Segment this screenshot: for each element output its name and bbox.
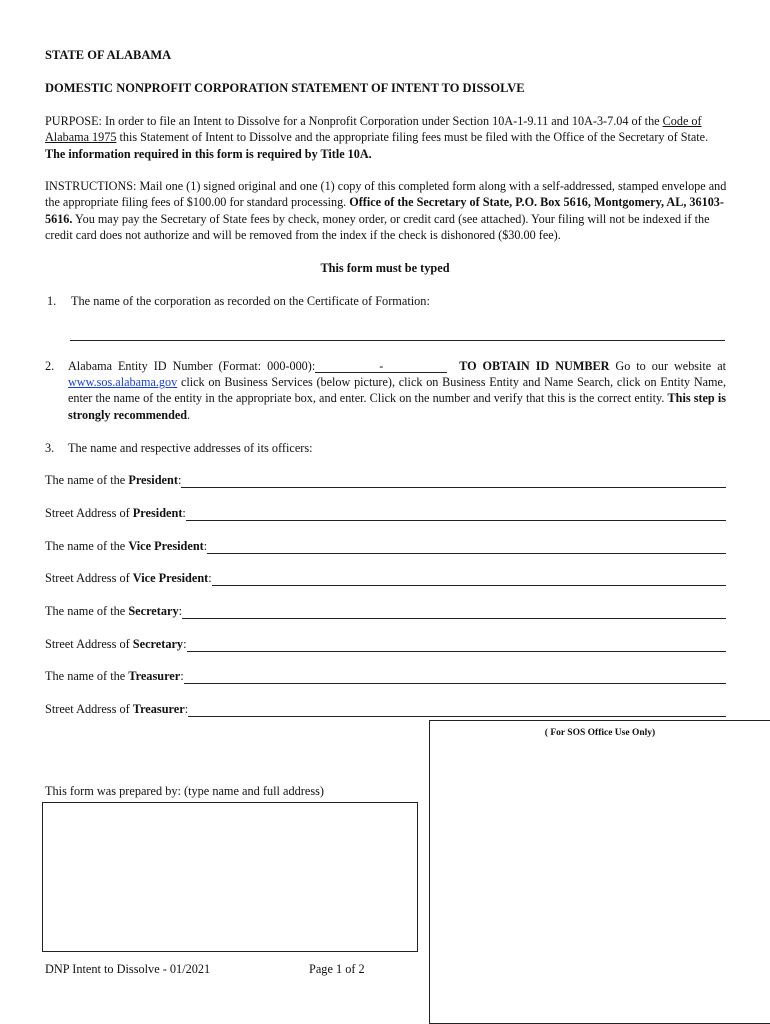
- president-name-field[interactable]: The name of the President:: [45, 472, 726, 488]
- vice-president-name-input[interactable]: [207, 540, 726, 554]
- president-address-input[interactable]: [186, 507, 726, 521]
- treasurer-name-input[interactable]: [184, 670, 726, 684]
- sos-office-use-label: ( For SOS Office Use Only): [544, 728, 656, 738]
- treasurer-name-field[interactable]: The name of the Treasurer:: [45, 668, 726, 684]
- state-heading: STATE OF ALABAMA: [45, 48, 172, 62]
- president-address-field[interactable]: Street Address of President:: [45, 505, 726, 521]
- corporation-name-input[interactable]: [70, 332, 725, 341]
- item3-label: The name and respective addresses of its officers:: [68, 441, 313, 455]
- president-name-input[interactable]: [181, 474, 726, 488]
- secretary-address-field[interactable]: Street Address of Secretary:: [45, 636, 726, 652]
- vice-president-address-field[interactable]: Street Address of Vice President:: [45, 570, 726, 586]
- instructions-paragraph: INSTRUCTIONS: Mail one (1) signed original and one (1) copy of this completed form along with a self-addressed, stamped envelope and the appropriate filing fees of $100.00 for standard processing. Office of the Secretary of State, P.O. Box 5616, Montgomery, AL, 36103-5616. You may pay the Secretary of State fees by check, money order, or credit card (see attached). Your filing will not be indexed if the credit card does not authorize and will be removed from the index if the check is dishonored ($30.00 fee).: [45, 179, 727, 242]
- prepared-by-textarea[interactable]: [42, 802, 418, 952]
- form-id-footer: DNP Intent to Dissolve - 01/2021: [45, 962, 211, 976]
- entity-id-input[interactable]: -: [315, 360, 447, 373]
- item2-number: 2.: [45, 359, 55, 373]
- secretary-name-field[interactable]: The name of the Secretary:: [45, 603, 726, 619]
- secretary-address-input[interactable]: [187, 638, 726, 652]
- form-title: DOMESTIC NONPROFIT CORPORATION STATEMENT OF INTENT TO DISSOLVE: [45, 81, 525, 95]
- sos-website-link[interactable]: www.sos.alabama.gov: [68, 375, 178, 390]
- treasurer-address-input[interactable]: [188, 703, 726, 717]
- vice-president-name-field[interactable]: The name of the Vice President:: [45, 538, 726, 554]
- item1-number: 1.: [47, 294, 57, 308]
- code-of-alabama-link: Code of Alabama 1975: [45, 114, 702, 145]
- secretary-name-input[interactable]: [182, 605, 726, 619]
- vice-president-address-input[interactable]: [212, 572, 726, 586]
- prepared-by-label: This form was prepared by: (type name and full address): [45, 784, 324, 798]
- item3-number: 3.: [45, 441, 55, 455]
- sos-office-use-box: [429, 720, 770, 1024]
- page-number: Page 1 of 2: [309, 962, 365, 976]
- treasurer-address-field[interactable]: Street Address of Treasurer:: [45, 701, 726, 717]
- typed-notice: This form must be typed: [320, 261, 450, 275]
- item2-paragraph: Alabama Entity ID Number (Format: 000-000): - TO OBTAIN ID NUMBER Go to our website at www.sos.alabama.gov click on Business Services (below picture), click on Business Entity and Name Search, click on Entity Name, enter the name of the entity in the appropriate box, and enter. Click on the number and verify that this is the correct entity. This step is strongly recommended.: [68, 359, 726, 422]
- purpose-paragraph: PURPOSE: In order to file an Intent to Dissolve for a Nonprofit Corporation under Section 10A-1-9.11 and 10A-3-7.04 of the Code of Alabama 1975 this Statement of Intent to Dissolve and the appropriate filing fees must be filed with the Office of the Secretary of State. The information required in this form is required by Title 10A.: [45, 114, 709, 161]
- item1-label: The name of the corporation as recorded on the Certificate of Formation:: [71, 294, 430, 308]
